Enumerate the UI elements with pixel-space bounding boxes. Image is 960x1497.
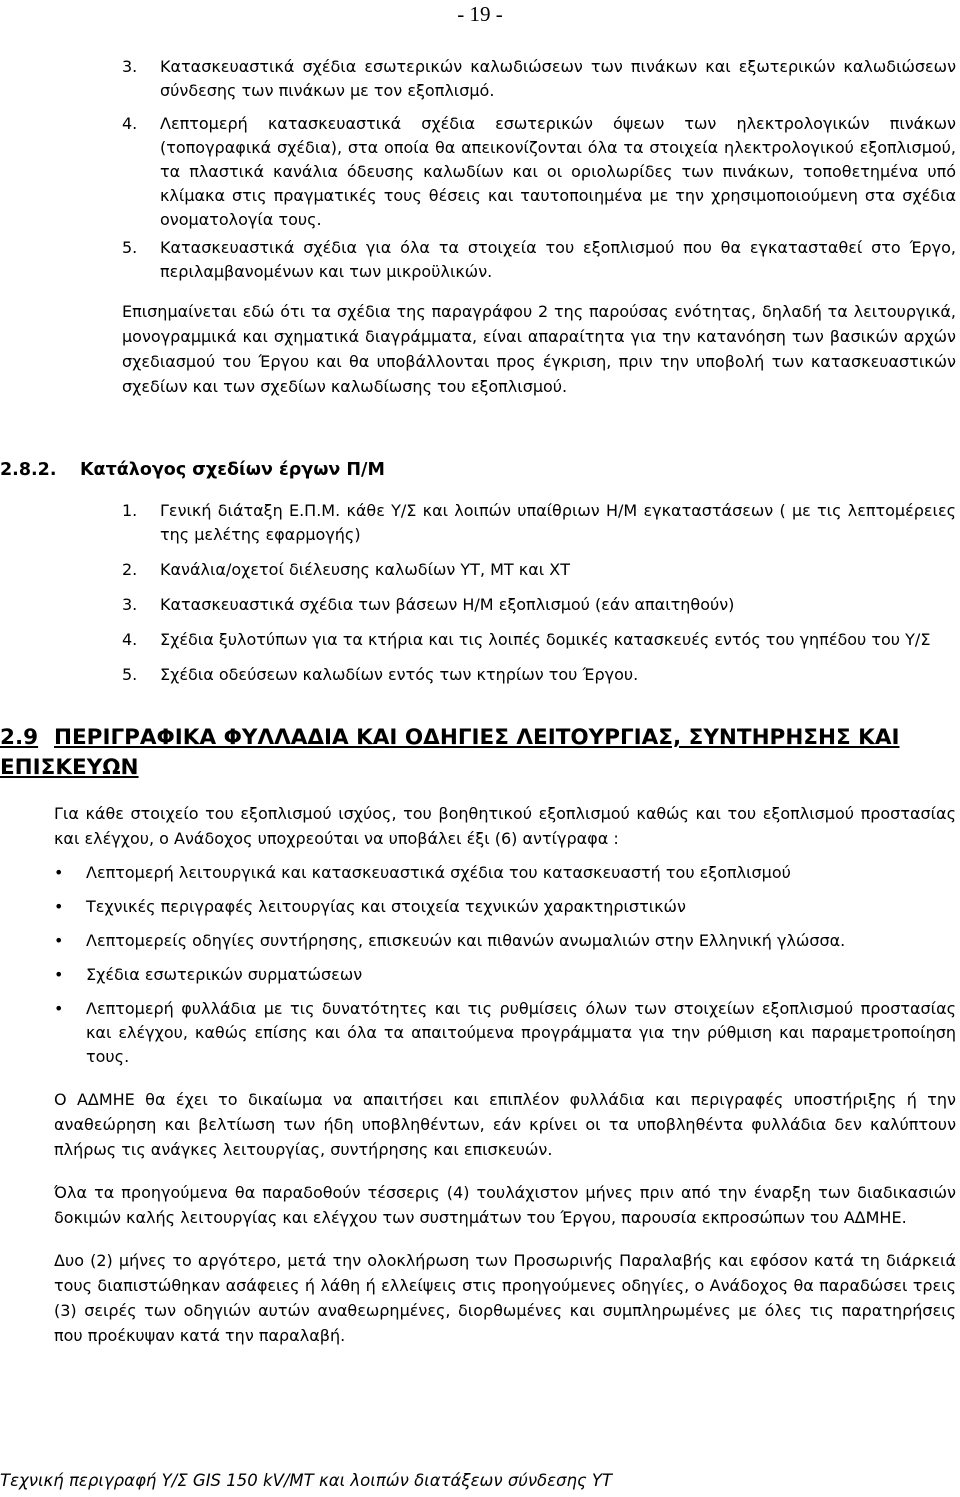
bullet-item: [54, 895, 956, 919]
body-paragraph: Δυο (2) μήνες το αργότερο, μετά την ολοκλήρωση των Προσωρινής Παραλαβής και εφόσον κατά τη διάρκειά τους διαπιστώθηκαν ασάφειες ή λάθη ή ελλείψεις στις προηγούμενες οδηγίες, ο Ανάδοχος θα παραδώσει τρεις (3) σειρές των οδηγιών αυτών αναθεωρημένες, διορθωμένες και συμπληρωμένες με όλες τις παρατηρήσεις που προέκυψαν κατά την παραλαβή.: [54, 1251, 956, 1345]
construction-drawings-list: [0, 55, 960, 284]
list-item-text: Κατασκευαστικά σχέδια των βάσεων Η/Μ εξοπλισμού (εάν απαιτηθούν): [160, 595, 735, 614]
bullet-item: [54, 861, 956, 885]
list-item: [122, 558, 956, 582]
civil-drawings-list: [0, 499, 960, 687]
bullet-item: [54, 963, 956, 987]
bullet-text: Σχέδια εσωτερικών συρματώσεων: [86, 965, 363, 984]
page-footer: Τεχνική περιγραφή Υ/Σ GIS 150 kV/ΜΤ και λοιπών διατάξεων σύνδεσης ΥΤ: [0, 1471, 613, 1490]
list-item: [122, 628, 956, 652]
section-intro-paragraph: Για κάθε στοιχείο του εξοπλισμού ισχύος, του βοηθητικού εξοπλισμού καθώς και του εξοπλισμού προστασίας και ελέγχου, ο Ανάδοχος υποχρεούται να υποβάλει έξι (6) αντίγραφα :: [54, 804, 956, 848]
bullet-text: Τεχνικές περιγραφές λειτουργίας και στοιχεία τεχνικών χαρακτηριστικών: [86, 897, 686, 916]
section-number: 2.8.2.: [0, 460, 57, 480]
bullet-icon: •: [54, 999, 64, 1018]
list-item: [122, 593, 956, 617]
list-item-text: Σχέδια οδεύσεων καλωδίων εντός των κτηρίων του Έργου.: [160, 665, 639, 684]
list-item-number: 3.: [122, 57, 138, 76]
bullet-icon: •: [54, 931, 64, 950]
list-item: [122, 55, 956, 103]
bullet-item: [54, 997, 956, 1069]
list-item-text: Γενική διάταξη Ε.Π.Μ. κάθε Υ/Σ και λοιπών υπαίθριων Η/Μ εγκαταστάσεων ( με τις λεπτομέρειες της μελέτης εφαρμογής): [160, 501, 956, 544]
list-item-number: 2.: [122, 560, 138, 579]
bullet-text: Λεπτομερή φυλλάδια με τις δυνατότητες και τις ρυθμίσεις όλων των στοιχείων εξοπλισμού προστασίας και ελέγχου, καθώς επίσης και όλα τα απαιτούμενα προγράμματα για την ρύθμιση και παραμετροποίηση τους.: [86, 999, 956, 1066]
section-2-9-heading: [0, 723, 958, 783]
list-item-number: 4.: [122, 114, 138, 133]
list-item-text: Κανάλια/οχετοί διέλευσης καλωδίων ΥΤ, ΜΤ και ΧΤ: [160, 560, 570, 579]
list-item-text: Λεπτομερή κατασκευαστικά σχέδια εσωτερικών όψεων των ηλεκτρολογικών πινάκων (τοπογραφικά σχέδια), στα οποία θα απεικονίζονται όλα τα στοιχεία ηλεκτρολογικού εξοπλισμού, τα πλαστικά κανάλια όδευσης καλωδίων και οι οριολωρίδες των πινάκων, τοποθετημένα υπό κλίμακα στις πραγματικές τους θέσεις και ταυτοποιημένα με την χρησιμοποιούμενη στα σχέδια ονοματολογία τους.: [160, 114, 956, 229]
page-content: [0, 55, 960, 1348]
body-paragraph: Ο ΑΔΜΗΕ θα έχει το δικαίωμα να απαιτήσει και επιπλέον φυλλάδια και περιγραφές υποστήριξης ή την αναθεώρηση και βελτίωση των ήδη υποβληθέντων, εάν κρίνει οι τα υποβληθέντα φυλλάδια δεν καλύπτουν πλήρως τις ανάγκες λειτουργίας, συντήρησης και επισκευών.: [54, 1090, 956, 1159]
section-number: 2.9: [0, 725, 39, 750]
section-title: Κατάλογος σχεδίων έργων Π/Μ: [80, 460, 385, 480]
bullet-icon: •: [54, 965, 64, 984]
section-title: ΠΕΡΙΓΡΑΦΙΚΑ ΦΥΛΛΑΔΙΑ ΚΑΙ ΟΔΗΓΙΕΣ ΛΕΙΤΟΥΡΓΙΑΣ, ΣΥΝΤΗΡΗΣΗΣ ΚΑΙ ΕΠΙΣΚΕΥΩΝ: [0, 725, 900, 780]
bullet-icon: •: [54, 897, 64, 916]
bullet-text: Λεπτομερή λειτουργικά και κατασκευαστικά σχέδια του κατασκευαστή του εξοπλισμού: [86, 863, 791, 882]
list-item-number: 3.: [122, 595, 138, 614]
list-item-text: Κατασκευαστικά σχέδια εσωτερικών καλωδιώσεων των πινάκων και εξωτερικών καλωδιώσεων σύνδεσης των πινάκων με τον εξοπλισμό.: [160, 57, 956, 100]
deliverables-bullet-list: [54, 861, 956, 1069]
list-item-text: Κατασκευαστικά σχέδια για όλα τα στοιχεία του εξοπλισμού που θα εγκατασταθεί στο Έργο, περιλαμβανομένων και των μικροϋλικών.: [160, 238, 956, 281]
bullet-text: Λεπτομερείς οδηγίες συντήρησης, επισκευών και πιθανών ανωμαλιών στην Ελληνική γλώσσα.: [86, 931, 846, 950]
body-paragraph: Όλα τα προηγούμενα θα παραδοθούν τέσσερις (4) τουλάχιστον μήνες πριν από την έναρξη των διαδικασιών δοκιμών καλής λειτουργίας και ελέγχου των συστημάτων του Έργου, παρουσία εκπροσώπων του ΑΔΜΗΕ.: [54, 1183, 956, 1227]
bullet-item: [54, 929, 956, 953]
list-item-text: Σχέδια ξυλοτύπων για τα κτήρια και τις λοιπές δομικές κατασκευές εντός του γηπέδου του Υ/Σ: [160, 630, 931, 649]
list-item-number: 4.: [122, 630, 138, 649]
bullet-icon: •: [54, 863, 64, 882]
list-item-number: 5.: [122, 238, 138, 257]
list-item-number: 1.: [122, 501, 138, 520]
page-number: - 19 -: [457, 2, 503, 26]
list-item: [122, 236, 956, 284]
section-2-8-2-heading: [0, 457, 960, 483]
list-item: [122, 663, 956, 687]
list-item: [122, 112, 956, 232]
list-item: [122, 499, 956, 547]
note-paragraph: Επισημαίνεται εδώ ότι τα σχέδια της παραγράφου 2 της παρούσας ενότητας, δηλαδή τα λειτουργικά, μονογραμμικά και σχηματικά διαγράμματα, είναι απαραίτητα για την κατανόηση των βασικών αρχών σχεδιασμού του Έργου και θα υποβάλλονται προς έγκριση, πριν την υποβολή των κατασκευαστικών σχεδίων και των σχεδίων καλωδίωσης του εξοπλισμού.: [122, 302, 956, 396]
list-item-number: 5.: [122, 665, 138, 684]
